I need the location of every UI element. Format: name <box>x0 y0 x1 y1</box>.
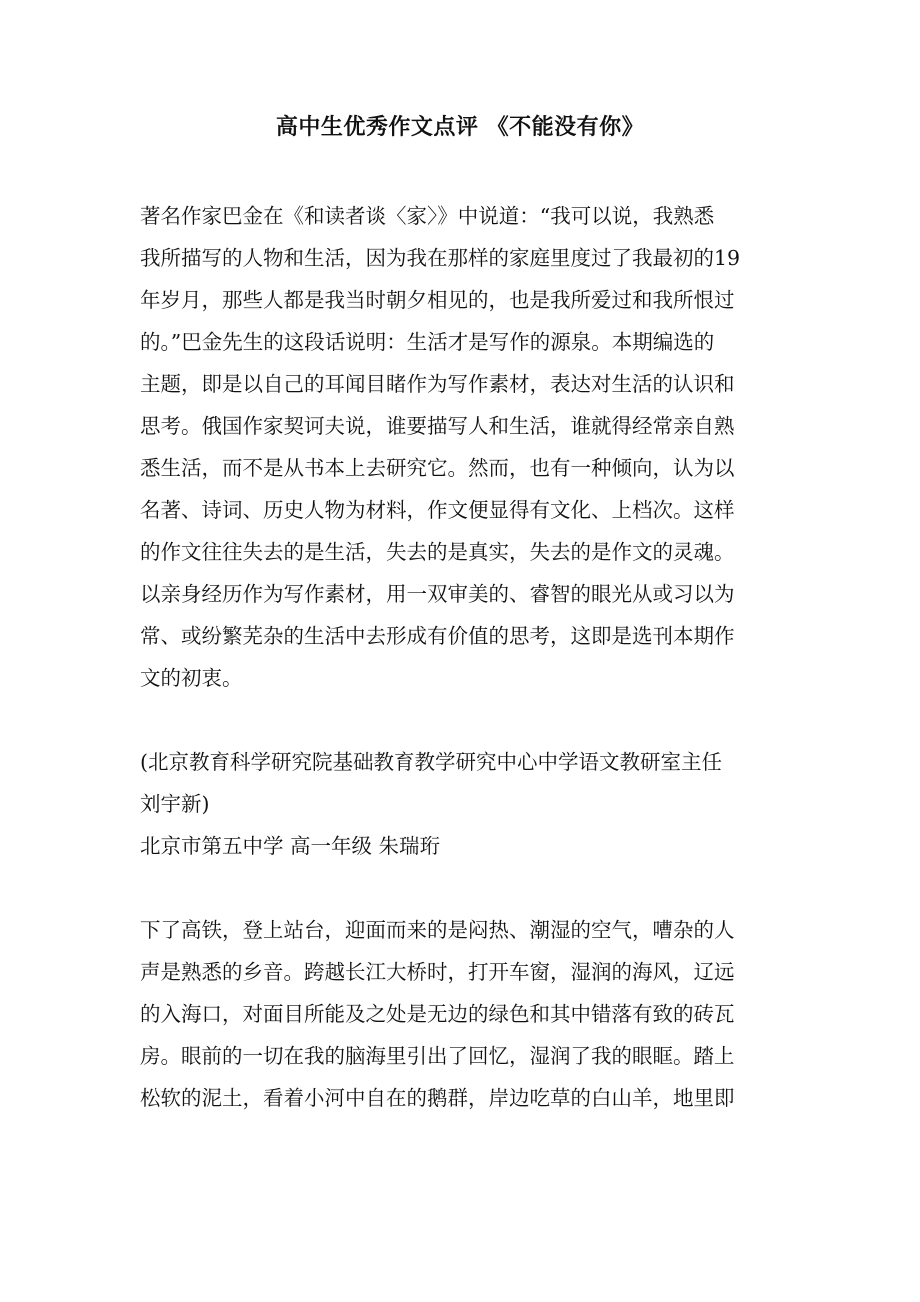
intro-line: 常、或纷繁芜杂的生活中去形成有价值的思考，这即是选刊本期作 <box>140 624 735 648</box>
intro-line: 年岁月，那些人都是我当时朝夕相见的，也是我所爱过和我所恨过 <box>140 288 735 312</box>
reviewer-line: 刘宇新) <box>140 792 210 816</box>
intro-line: 主题，即是以自己的耳闻目睹作为写作素材，表达对生活的认识和 <box>140 372 735 396</box>
document-title: 高中生优秀作文点评 《不能没有你》 <box>275 114 645 140</box>
essay-line: 声是熟悉的乡音。跨越长江大桥时，打开车窗，湿润的海风，辽远 <box>140 960 735 984</box>
intro-line: 著名作家巴金在《和读者谈〈家〉》中说道：“我可以说，我熟悉 <box>140 204 715 228</box>
essay-line: 下了高铁，登上站台，迎面而来的是闷热、潮湿的空气，嘈杂的人 <box>140 918 735 942</box>
intro-line: 名著、诗词、历史人物为材料，作文便显得有文化、上档次。这样 <box>140 498 735 522</box>
intro-line: 文的初衷。 <box>140 666 243 690</box>
reviewer-line: (北京教育科学研究院基础教育教学研究中心中学语文教研室主任 <box>140 750 722 774</box>
intro-line: 的。”巴金先生的这段话说明：生活才是写作的源泉。本期编选的 <box>140 330 715 354</box>
essay-line: 的入海口，对面目所能及之处是无边的绿色和其中错落有致的砖瓦 <box>140 1002 735 1026</box>
intro-line: 我所描写的人物和生活，因为我在那样的家庭里度过了我最初的19 <box>140 246 741 270</box>
intro-line: 思考。俄国作家契诃夫说，谁要描写人和生活，谁就得经常亲自熟 <box>140 414 735 438</box>
intro-line: 悉生活，而不是从书本上去研究它。然而，也有一种倾向，认为以 <box>140 456 735 480</box>
essay-line: 松软的泥土，看着小河中自在的鹅群，岸边吃草的白山羊，地里即 <box>140 1086 735 1110</box>
intro-line: 的作文往往失去的是生活，失去的是真实，失去的是作文的灵魂。 <box>140 540 735 564</box>
intro-line: 以亲身经历作为写作素材，用一双审美的、睿智的眼光从或习以为 <box>140 582 735 606</box>
author-line: 北京市第五中学 高一年级 朱瑞珩 <box>140 834 441 858</box>
essay-line: 房。眼前的一切在我的脑海里引出了回忆，湿润了我的眼眶。踏上 <box>140 1044 735 1068</box>
